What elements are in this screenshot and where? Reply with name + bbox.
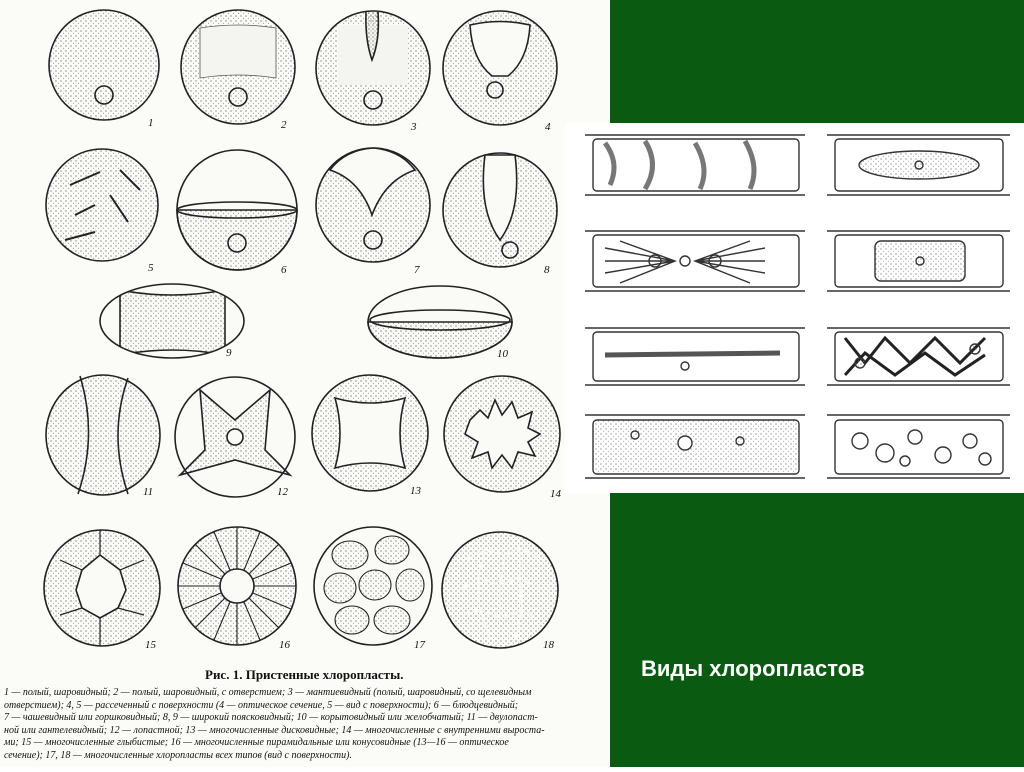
legend-line: отверстием); 4, 5 — рассеченный с поверхности (4 — оптическое сечение, 5 — вид с поверхности); 6 — блюдцевидный; <box>4 699 519 711</box>
figure-number: 10 <box>497 348 508 360</box>
figure-number: 13 <box>410 485 421 497</box>
algae-cell-ribbon <box>585 328 805 385</box>
figure-number: 16 <box>279 639 290 651</box>
algae-cell-net <box>827 328 1010 385</box>
figure-number: 17 <box>414 639 425 651</box>
algae-cell-mantle <box>827 231 1010 291</box>
algae-cells-figure <box>565 123 1024 493</box>
figure-number: 8 <box>544 264 550 276</box>
figure-number: 1 <box>148 117 154 129</box>
algae-cells-drawing <box>565 123 1024 493</box>
legend-line: ми; 15 — многочисленные глыбистые; 16 — многочисленные пирамидальные или конусовидные (13—16 — оптическое <box>4 737 509 749</box>
algae-cell-discs <box>827 415 1010 478</box>
algae-cell-star <box>585 231 805 291</box>
figure-number: 4 <box>545 121 551 133</box>
legend-line: 1 — полый, шаровидный; 2 — полый, шаровидный, с отверстием; 3 — мантиевидный (полый, шаровидный, со щелевидным <box>4 687 532 698</box>
algae-cell-plate <box>827 135 1010 195</box>
legend-line: сечение); 17, 18 — многочисленные хлоропласты всех типов (вид с поверхности). <box>4 749 352 761</box>
legend-line: 7 — чашевидный или горшковидный; 8, 9 — широкий поясковидный; 10 — корытовидный или желобчатый; 11 — двулопаст- <box>4 712 538 724</box>
figure-caption: Рис. 1. Пристенные хлоропласты. <box>205 667 404 682</box>
algae-cell-parietal <box>585 415 805 478</box>
figure-number: 9 <box>226 347 232 359</box>
figure-number: 5 <box>148 262 154 274</box>
chloroplast-5 <box>46 149 158 261</box>
legend-line: ной или гантелевидный; 12 — лопастной; 13 — многочисленные дисковидные; 14 — многочисленные с внутренними выроста- <box>4 724 545 736</box>
algae-cell-spiral <box>585 135 805 195</box>
figure-number: 11 <box>143 486 154 498</box>
figure-number: 18 <box>543 639 554 651</box>
figure-number: 12 <box>277 486 288 498</box>
figure-number: 15 <box>145 639 156 651</box>
figure-number: 3 <box>411 121 417 133</box>
figure-number: 2 <box>281 119 287 131</box>
slide-title: Виды хлоропластов <box>641 656 865 681</box>
figure-number: 7 <box>414 264 420 276</box>
figure-number: 6 <box>281 264 287 276</box>
figure-legend <box>4 687 604 763</box>
figure-number: 14 <box>550 488 561 500</box>
